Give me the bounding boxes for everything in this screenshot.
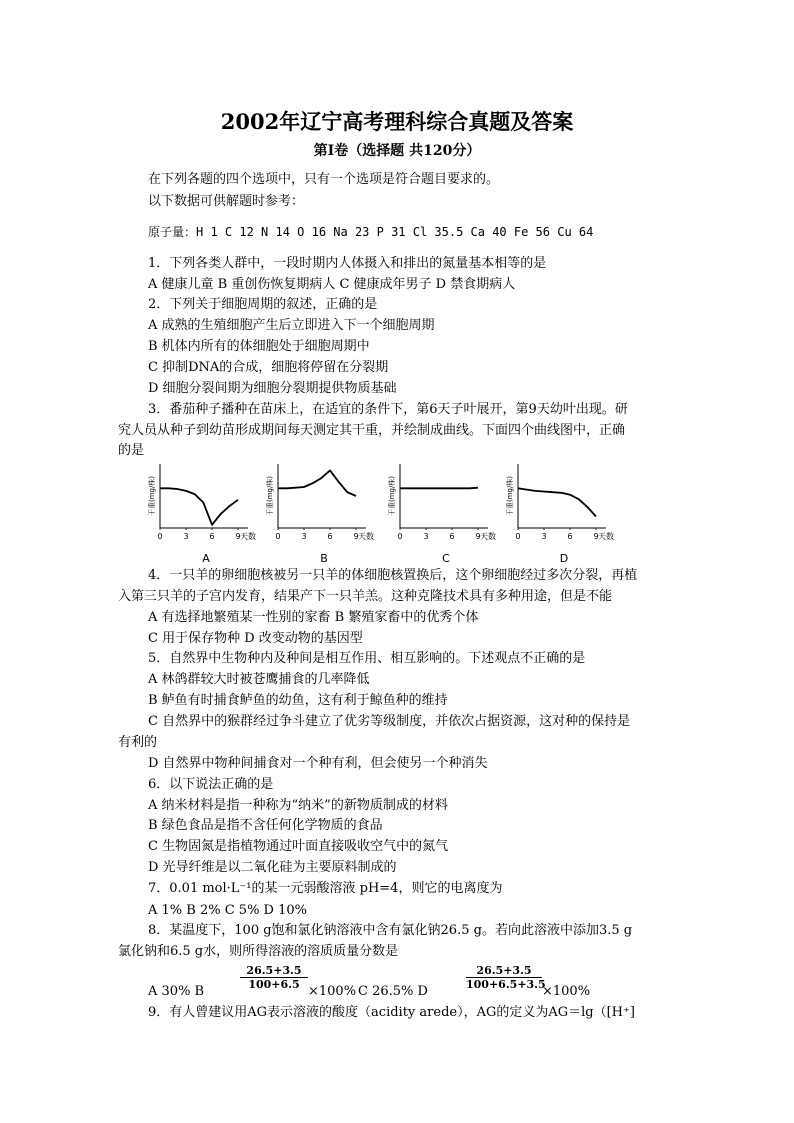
dry-weight-charts: [140, 458, 640, 568]
x-tick-label: 3: [183, 532, 189, 541]
y-axis-label: 干重(mg/株): [388, 475, 396, 517]
option-line: B 机体内所有的体细胞处于细胞周期中: [148, 339, 370, 354]
option-a-b-label: A 30% B: [148, 984, 205, 999]
option-line: 有利的: [118, 735, 158, 750]
x-axis-label: 天数: [598, 532, 614, 541]
fraction-b: [240, 964, 308, 991]
x-tick-label: 3: [541, 532, 547, 541]
option-line: B 鲈鱼有时捕食鲈鱼的幼鱼，这有利于鲸鱼种的维持: [148, 693, 448, 708]
question-line: 5．自然界中生物种内及种间是相互作用、相互影响的。下述观点不正确的是: [148, 651, 586, 666]
x-axis-label: 天数: [240, 532, 256, 541]
chart-label: D: [559, 552, 569, 565]
option-line: D 光导纤维是以二氧化硅为主要原料制成的: [148, 860, 397, 875]
question-line: 9．有人曾建议用AG表示溶液的酸度（acidity arede），AG的定义为AG＝lg（[H⁺]: [148, 1005, 635, 1020]
fraction-denominator: 100+6.5+3.5: [466, 978, 546, 991]
atomic-mass-line: 原子量：H 1 C 12 N 14 O 16 Na 23 P 31 Cl 35.5 Ca 40 Fe 56 Cu 64: [148, 225, 594, 239]
x-tick-label: 0: [275, 532, 281, 541]
question-line: 1．下列各类人群中，一段时期内人体摄入和排出的氮量基本相等的是: [148, 256, 547, 271]
option-line: C 抑制DNA的合成，细胞将停留在分裂期: [148, 360, 389, 375]
fraction-numerator: 26.5+3.5: [476, 964, 532, 977]
y-axis-label: 干重(mg/株): [506, 475, 514, 517]
question-line: 的是: [118, 443, 145, 458]
x-tick-label: 0: [157, 532, 163, 541]
x-tick-label: 9: [593, 532, 599, 541]
option-line: A 纳米材料是指一种称为“纳米”的新物质制成的材料: [148, 798, 448, 813]
x-tick-label: 3: [301, 532, 307, 541]
curve-line: [278, 470, 356, 496]
chart-label: A: [202, 552, 210, 565]
question-line: 究人员从种子到幼苗形成期间每天测定其干重，并绘制成曲线。下面四个曲线图中，正确: [118, 423, 626, 438]
y-axis-label: 干重(mg/株): [266, 475, 274, 517]
page-title: 2002年辽宁高考理科综合真题及答案: [220, 109, 574, 134]
x-tick-label: 6: [449, 532, 455, 541]
fraction-denominator: 100+6.5: [240, 977, 308, 991]
question-line: 6．以下说法正确的是: [148, 777, 274, 792]
option-line: A 成熟的生殖细胞产生后立即进入下一个细胞周期: [148, 318, 435, 333]
x-axis-label: 天数: [358, 532, 374, 541]
option-line: A 林鸽群较大时被苍鹰捕食的几率降低: [148, 672, 370, 687]
curve-line: [400, 488, 478, 489]
fraction-numerator: 26.5+3.5: [246, 964, 302, 977]
question-line: 3．番茄种子播种在苗床上，在适宜的条件下，第6天子叶展开，第9天幼叶出现。研: [148, 402, 628, 417]
curve-line: [518, 488, 596, 516]
option-line: C 生物固氮是指植物通过叶面直接吸收空气中的氮气: [148, 839, 449, 854]
question-line: 4．一只羊的卵细胞核被另一只羊的体细胞核置换后，这个卵细胞经过多次分裂，再植: [148, 568, 638, 583]
option-line: D 自然界中物种间捕食对一个种有利，但会使另一个种消失: [148, 756, 488, 771]
question-line: 7．0.01 mol·L⁻¹的某一元弱酸溶液 pH=4，则它的电离度为: [148, 881, 503, 896]
x-tick-label: 0: [397, 532, 403, 541]
fraction-d: [466, 964, 546, 991]
x-tick-label: 3: [423, 532, 429, 541]
intro-line: 以下数据可供解题时参考：: [148, 194, 305, 209]
x-tick-label: 0: [515, 532, 521, 541]
question-line: 氯化钠和6.5 g水，则所得溶液的溶质质量分数是: [118, 944, 399, 959]
x-tick-label: 6: [327, 532, 333, 541]
option-line: C 自然界中的猴群经过争斗建立了优劣等级制度，并依次占据资源，这对种的保持是: [148, 714, 631, 729]
option-c-d-label: C 26.5% D: [358, 984, 428, 999]
question-line: 8．某温度下，100 g饱和氯化钠溶液中含有氯化钠26.5 g。若向此溶液中添加3.5 g: [148, 923, 633, 938]
section-subtitle: 第Ⅰ卷（选择题 共120分）: [313, 143, 481, 159]
option-line: D 细胞分裂间期为细胞分裂期提供物质基础: [148, 381, 397, 396]
intro-line: 在下列各题的四个选项中，只有一个选项是符合题目要求的。: [148, 172, 500, 187]
chart-label: B: [320, 552, 328, 565]
fraction-suffix: ×100%: [308, 984, 357, 999]
option-line: A 健康儿童 B 重创伤恢复期病人 C 健康成年男子 D 禁食期病人: [148, 277, 516, 292]
x-tick-label: 6: [209, 532, 215, 541]
curve-line: [160, 488, 238, 525]
option-line: A 1% B 2% C 5% D 10%: [148, 903, 308, 918]
question-line: 入第三只羊的子宫内发育，结果产下一只羊羔。这种克隆技术具有多种用途，但是不能: [118, 589, 613, 604]
y-axis-label: 干重(mg/株): [148, 475, 156, 517]
option-line: C 用于保存物种 D 改变动物的基因型: [148, 631, 363, 646]
x-tick-label: 6: [567, 532, 573, 541]
x-tick-label: 9: [235, 532, 241, 541]
x-tick-label: 9: [475, 532, 481, 541]
fraction-suffix: ×100%: [542, 984, 591, 999]
question-line: 2．下列关于细胞周期的叙述，正确的是: [148, 297, 378, 312]
option-line: B 绿色食品是指不含任何化学物质的食品: [148, 818, 383, 833]
x-axis-label: 天数: [480, 532, 496, 541]
chart-label: C: [442, 552, 450, 565]
x-tick-label: 9: [353, 532, 359, 541]
option-line: A 有选择地繁殖某一性别的家畜 B 繁殖家畜中的优秀个体: [148, 610, 479, 625]
